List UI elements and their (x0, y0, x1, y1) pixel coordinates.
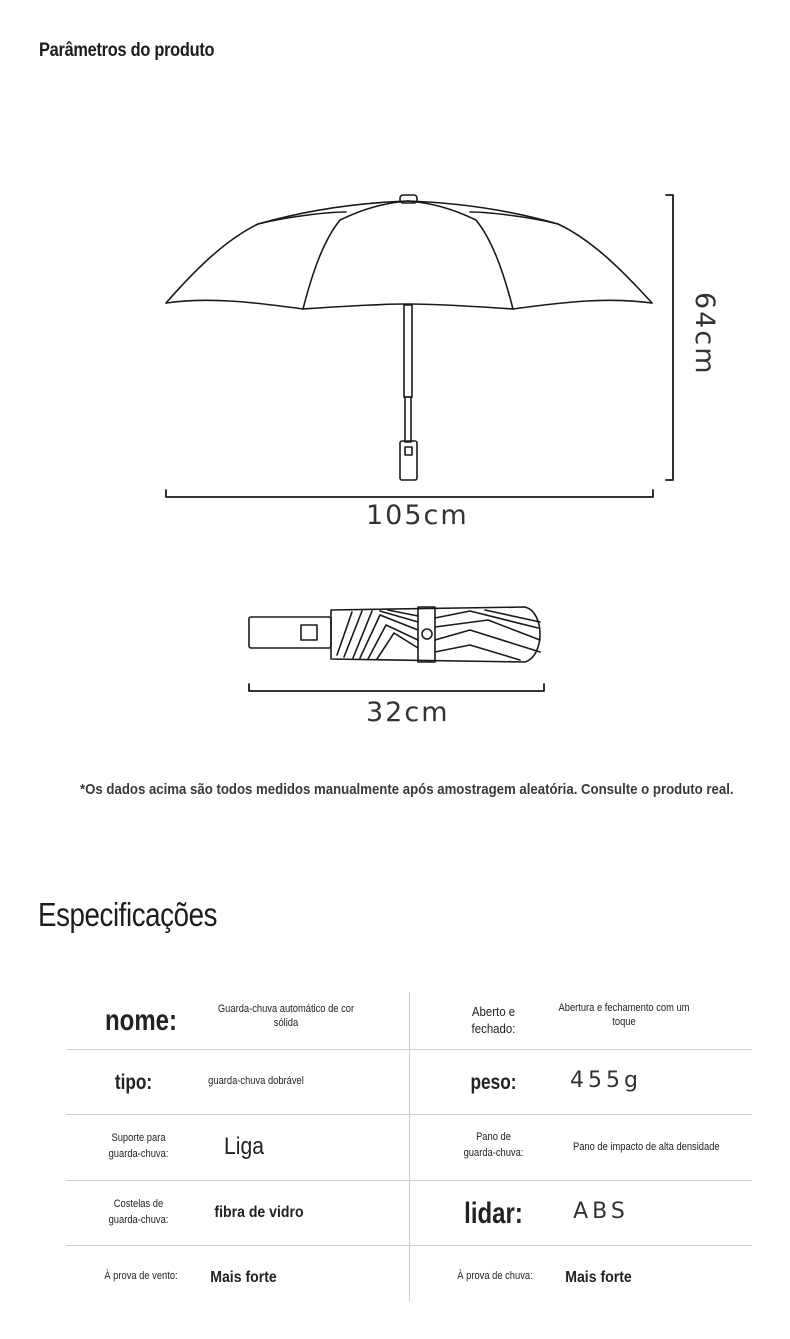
row-divider (66, 1245, 752, 1246)
spec-label-frame (98, 1130, 179, 1162)
spec-label-open-close (452, 1003, 536, 1037)
folded-umbrella-icon (249, 607, 544, 691)
column-divider (409, 992, 410, 1301)
open-width-label: 105cm (366, 500, 469, 531)
spec-label-windproof: À prova de vento: (104, 1270, 178, 1282)
spec-label-type: tipo: (114, 1071, 153, 1094)
spec-label-ribs-line: Costelas de (113, 1198, 164, 1210)
specs-title: Especificações (38, 896, 218, 933)
spec-label-open-close-line: fechado: (471, 1021, 516, 1036)
spec-value-rainproof: Mais forte (565, 1269, 632, 1286)
spec-value-name (210, 1002, 363, 1030)
spec-label-weight: peso: (470, 1071, 517, 1094)
spec-value-name-line: sólida (273, 1017, 299, 1029)
spec-label-handle: lidar: (464, 1197, 523, 1230)
spec-value-open-close-line: Abertura e fechamento com um (558, 1002, 690, 1014)
height-dimension-line (666, 195, 673, 480)
spec-label-fabric-line: guarda-chuva: (463, 1147, 524, 1159)
row-divider (66, 1049, 752, 1050)
folded-dimension-line (249, 684, 544, 691)
spec-label-name: nome: (105, 1004, 177, 1037)
spec-label-fabric (453, 1129, 534, 1161)
spec-value-ribs: fibra de vidro (214, 1204, 304, 1221)
disclaimer-note: *Os dados acima são todos medidos manualmente após amostragem aleatória. Consulte o produto real. (80, 781, 734, 798)
open-height-label: 64cm (689, 292, 720, 376)
spec-label-frame-line: guarda-chuva: (108, 1148, 169, 1160)
spec-value-frame: Liga (224, 1133, 264, 1160)
specs-table (66, 992, 752, 1301)
folded-length-label: 32cm (366, 697, 450, 728)
spec-value-handle: ABS (573, 1199, 629, 1224)
spec-value-windproof: Mais forte (210, 1269, 277, 1286)
spec-label-ribs (98, 1196, 179, 1228)
row-divider (66, 1114, 752, 1115)
spec-value-open-close-line: toque (612, 1016, 636, 1028)
spec-value-fabric: Pano de impacto de alta densidade (573, 1141, 720, 1153)
spec-label-frame-line: Suporte para (111, 1132, 166, 1144)
spec-label-open-close-line: Aberto e (471, 1004, 516, 1019)
open-umbrella-icon (166, 195, 652, 480)
section-title: Parâmetros do produto (39, 40, 215, 61)
spec-value-name-line: Guarda-chuva automático de cor (217, 1003, 355, 1015)
spec-value-open-close (548, 1001, 701, 1029)
width-dimension-line (166, 490, 653, 497)
row-divider (66, 1180, 752, 1181)
spec-value-weight: 455g (570, 1068, 642, 1093)
spec-label-ribs-line: guarda-chuva: (108, 1214, 169, 1226)
spec-label-rainproof: À prova de chuva: (457, 1270, 533, 1282)
spec-value-type: guarda-chuva dobrável (208, 1075, 304, 1087)
spec-label-fabric-line: Pano de (476, 1131, 511, 1143)
